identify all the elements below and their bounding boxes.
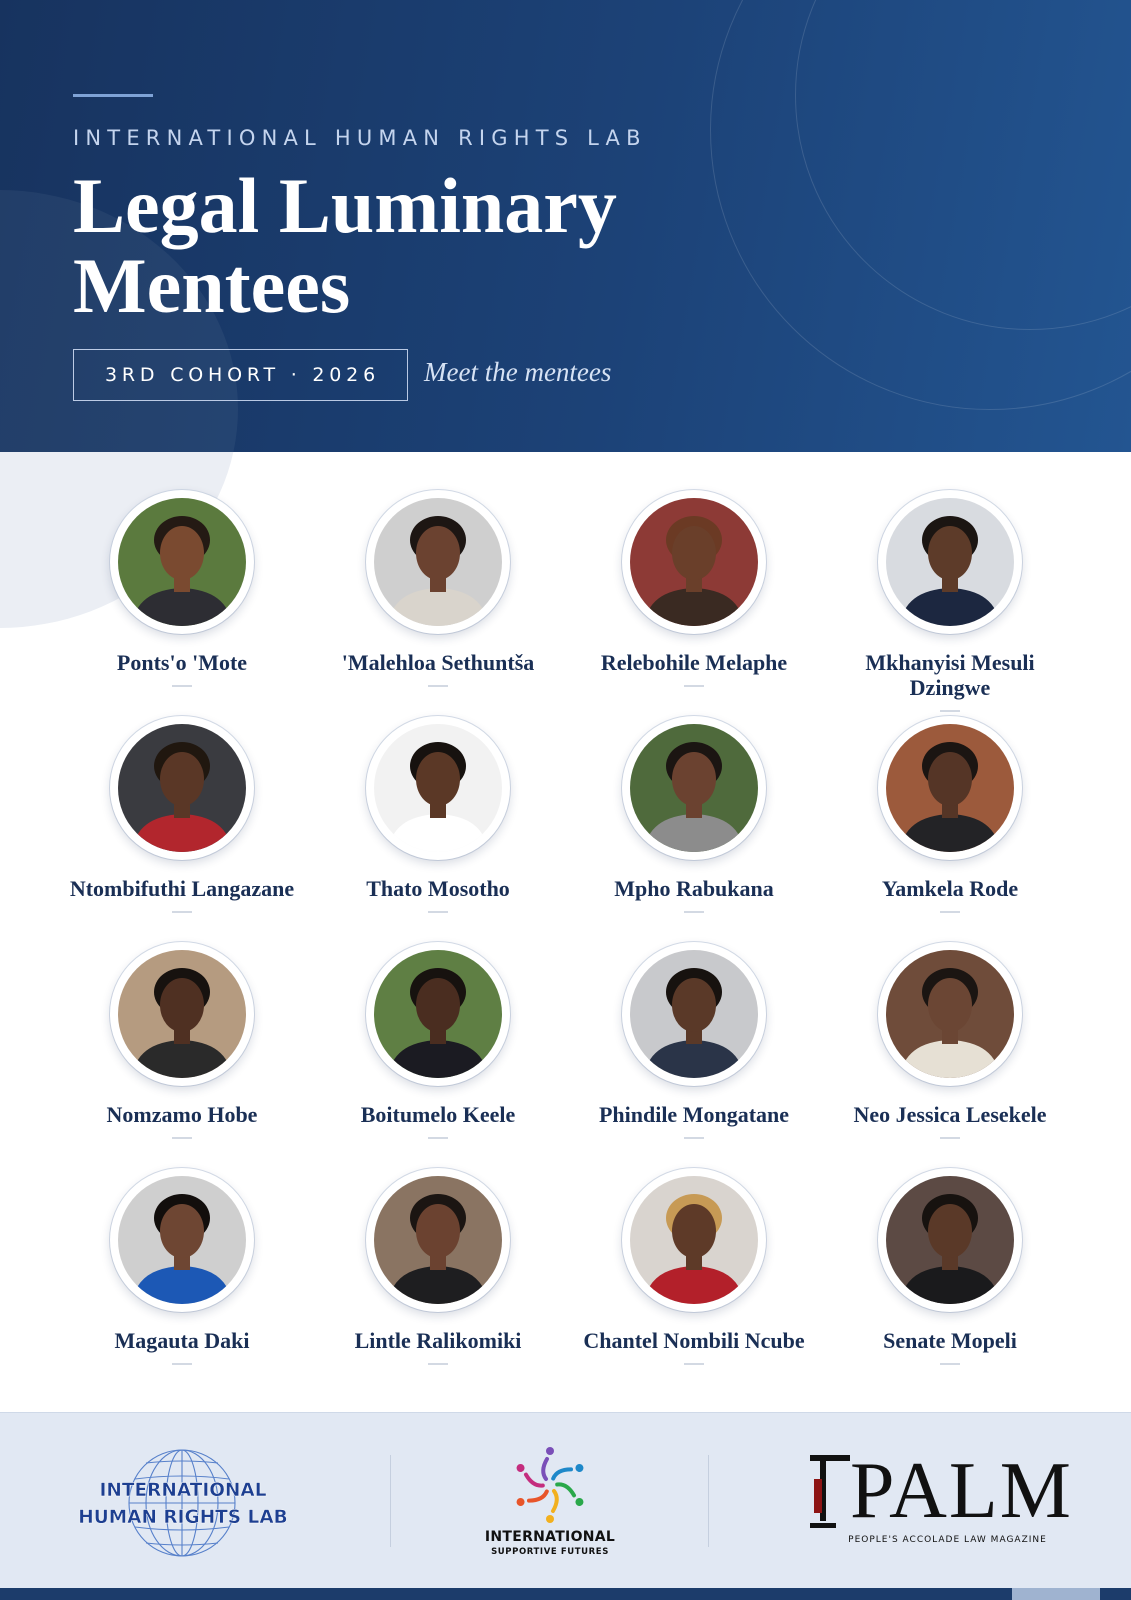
isf-logo bbox=[470, 1439, 630, 1569]
mentee-photo bbox=[110, 1168, 254, 1312]
cohort-label: 3RD COHORT · 2026 bbox=[105, 364, 380, 386]
name-underline bbox=[428, 685, 448, 687]
mentee-name: Neo Jessica Lesekele bbox=[853, 1102, 1047, 1127]
palm-wordmark: PALM bbox=[850, 1447, 1073, 1535]
mentee-photo bbox=[366, 716, 510, 860]
page-title bbox=[73, 162, 617, 329]
title-line-1: Legal Luminary bbox=[73, 162, 617, 249]
mentee-name: Lintle Ralikomiki bbox=[354, 1328, 522, 1353]
mentee-photo bbox=[622, 1168, 766, 1312]
mentee-name: Ponts'o 'Mote bbox=[116, 650, 248, 675]
name-underline bbox=[940, 1137, 960, 1139]
portrait-icon bbox=[374, 498, 502, 626]
isf-line-1: INTERNATIONAL bbox=[484, 1529, 616, 1545]
portrait-icon bbox=[886, 498, 1014, 626]
portrait-icon bbox=[630, 724, 758, 852]
mentee-card bbox=[822, 716, 1078, 942]
mentee-name: Phindile Mongatane bbox=[598, 1102, 790, 1127]
mentee-name: Yamkela Rode bbox=[881, 876, 1019, 901]
palm-logo bbox=[808, 1447, 1073, 1559]
mentee-photo bbox=[622, 942, 766, 1086]
bottom-bar-accent bbox=[1012, 1588, 1100, 1600]
name-underline bbox=[172, 1137, 192, 1139]
mentee-card bbox=[566, 716, 822, 942]
palm-subtitle: PEOPLE'S ACCOLADE LAW MAGAZINE bbox=[848, 1535, 1047, 1545]
mentee-photo bbox=[878, 716, 1022, 860]
portrait-icon bbox=[630, 498, 758, 626]
organization-eyebrow: INTERNATIONAL HUMAN RIGHTS LAB bbox=[73, 126, 647, 150]
name-underline bbox=[940, 911, 960, 913]
mentee-name: 'Malehloa Sethuntša bbox=[341, 650, 535, 675]
name-underline bbox=[428, 911, 448, 913]
mentee-card bbox=[310, 490, 566, 716]
mentee-name: Relebohile Melaphe bbox=[600, 650, 788, 675]
name-underline bbox=[940, 1363, 960, 1365]
mentee-card bbox=[310, 1168, 566, 1394]
ihrl-logo bbox=[78, 1447, 288, 1559]
mentee-name: Mkhanyisi Mesuli Dzingwe bbox=[865, 650, 1035, 700]
cohort-badge bbox=[73, 349, 408, 401]
tagline: Meet the mentees bbox=[424, 357, 612, 387]
people-ring-icon bbox=[470, 1439, 630, 1529]
mentee-name: Thato Mosotho bbox=[366, 876, 510, 901]
portrait-icon bbox=[374, 950, 502, 1078]
portrait-icon bbox=[886, 1176, 1014, 1304]
mentee-photo bbox=[110, 942, 254, 1086]
mentee-photo bbox=[366, 942, 510, 1086]
mentee-photo bbox=[366, 490, 510, 634]
portrait-icon bbox=[118, 724, 246, 852]
mentee-card bbox=[566, 490, 822, 716]
mentee-name: Senate Mopeli bbox=[883, 1328, 1017, 1353]
accent-line bbox=[73, 94, 153, 97]
portrait-icon bbox=[118, 498, 246, 626]
portrait-icon bbox=[886, 724, 1014, 852]
mentee-photo bbox=[110, 490, 254, 634]
footer-logos bbox=[0, 1412, 1131, 1588]
mentee-card bbox=[54, 1168, 310, 1394]
mentee-card bbox=[54, 716, 310, 942]
divider bbox=[390, 1455, 391, 1547]
ihrl-line-2: HUMAN RIGHTS LAB bbox=[78, 1507, 288, 1528]
mentee-card bbox=[54, 942, 310, 1168]
name-underline bbox=[428, 1363, 448, 1365]
name-underline bbox=[172, 685, 192, 687]
mentee-photo bbox=[878, 1168, 1022, 1312]
mentee-card bbox=[566, 942, 822, 1168]
mentee-name: Magauta Daki bbox=[114, 1328, 250, 1353]
mentee-card bbox=[822, 490, 1078, 716]
mentee-card bbox=[310, 716, 566, 942]
name-underline bbox=[684, 1363, 704, 1365]
bottom-bar bbox=[0, 1588, 1131, 1600]
isf-line-2: SUPPORTIVE FUTURES bbox=[491, 1547, 609, 1557]
mentee-photo bbox=[878, 490, 1022, 634]
portrait-icon bbox=[374, 1176, 502, 1304]
name-underline bbox=[172, 911, 192, 913]
mentee-name: Chantel Nombili Ncube bbox=[583, 1328, 805, 1353]
portrait-icon bbox=[630, 950, 758, 1078]
mentee-photo bbox=[366, 1168, 510, 1312]
mentee-photo bbox=[878, 942, 1022, 1086]
mentee-grid bbox=[54, 490, 1078, 1394]
palm-mark-icon bbox=[808, 1453, 854, 1533]
name-underline bbox=[684, 685, 704, 687]
mentee-photo bbox=[110, 716, 254, 860]
portrait-icon bbox=[118, 1176, 246, 1304]
mentee-card bbox=[54, 490, 310, 716]
mentee-card bbox=[822, 942, 1078, 1168]
portrait-icon bbox=[886, 950, 1014, 1078]
mentee-card bbox=[822, 1168, 1078, 1394]
mentee-name: Ntombifuthi Langazane bbox=[69, 876, 295, 901]
mentee-card bbox=[310, 942, 566, 1168]
portrait-icon bbox=[374, 724, 502, 852]
name-underline bbox=[940, 710, 960, 712]
mentee-card bbox=[566, 1168, 822, 1394]
header-banner bbox=[0, 0, 1131, 452]
ihrl-line-1: INTERNATIONAL bbox=[99, 1480, 267, 1501]
mentee-name: Mpho Rabukana bbox=[614, 876, 774, 901]
divider bbox=[708, 1455, 709, 1547]
name-underline bbox=[684, 911, 704, 913]
mentee-photo bbox=[622, 716, 766, 860]
name-underline bbox=[684, 1137, 704, 1139]
portrait-icon bbox=[118, 950, 246, 1078]
title-line-2: Mentees bbox=[73, 242, 351, 329]
mentee-name: Boitumelo Keele bbox=[360, 1102, 516, 1127]
mentee-name: Nomzamo Hobe bbox=[106, 1102, 258, 1127]
mentee-photo bbox=[622, 490, 766, 634]
portrait-icon bbox=[630, 1176, 758, 1304]
name-underline bbox=[428, 1137, 448, 1139]
name-underline bbox=[172, 1363, 192, 1365]
